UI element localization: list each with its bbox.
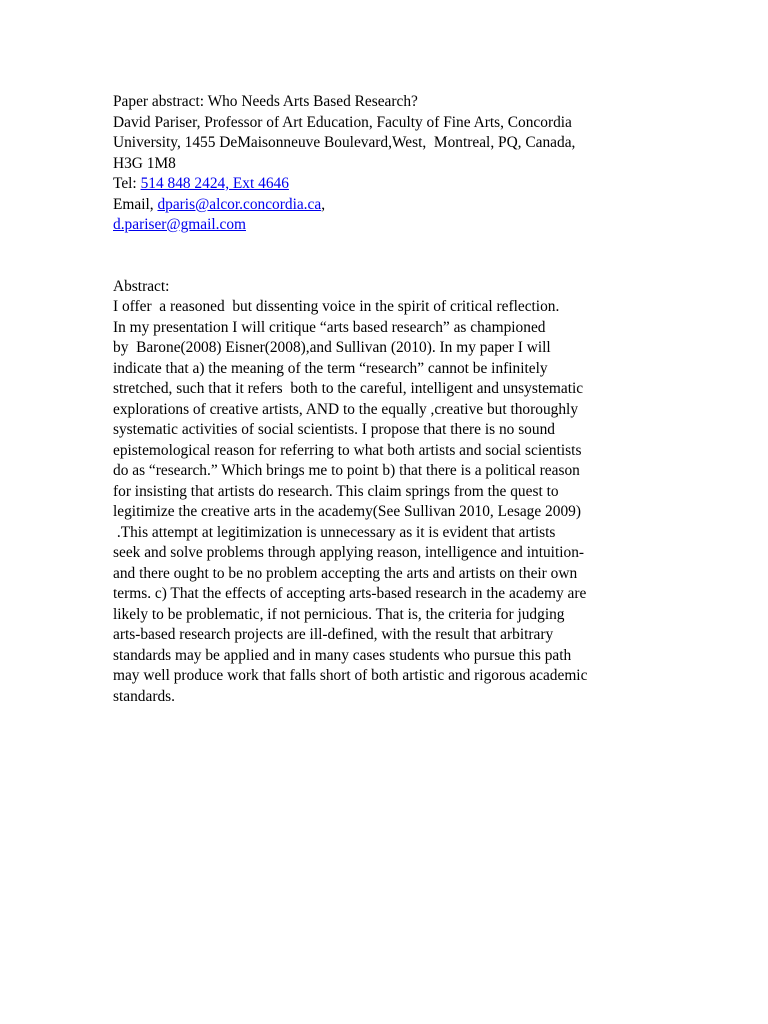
abstract-line: stretched, such that it refers both to the careful, intelligent and unsystematic — [113, 380, 584, 397]
author-line-1: David Pariser, Professor of Art Education, Faculty of Fine Arts, Concordia — [113, 113, 572, 131]
abstract-line: standards may be applied and in many cases students who pursue this path — [113, 646, 572, 664]
abstract-line: explorations of creative artists, AND to the equally ,creative but thoroughly — [113, 400, 579, 418]
author-line-2: University, 1455 DeMaisonneuve Boulevard,West, Montreal, PQ, Canada, — [113, 134, 576, 151]
paper-title: Paper abstract: Who Needs Arts Based Research? — [113, 93, 418, 110]
abstract-line: may well produce work that falls short of both artistic and rigorous academic — [113, 667, 588, 684]
abstract-line: indicate that a) the meaning of the term “research” cannot be infinitely — [113, 359, 548, 377]
email-line-2 — [113, 215, 673, 236]
abstract-line: by Barone(2008) Eisner(2008),and Sullivan (2010). In my paper I will — [113, 339, 551, 356]
tel-label: Tel: — [113, 175, 141, 192]
abstract-line: seek and solve problems through applying reason, intelligence and intuition- — [113, 544, 585, 561]
abstract-line: In my presentation I will critique “arts based research” as championed — [113, 318, 546, 336]
abstract-line: terms. c) That the effects of accepting arts-based research in the academy are — [113, 585, 587, 602]
abstract-line: I offer a reasoned but dissenting voice in the spirit of critical reflection. — [113, 298, 560, 315]
email-link-secondary[interactable]: d.pariser@gmail.com — [113, 216, 246, 233]
abstract-heading: Abstract: — [113, 277, 170, 295]
abstract-line: do as “research.” Which brings me to point b) that there is a political reason — [113, 462, 580, 479]
email-line — [113, 195, 673, 216]
abstract-line: likely to be problematic, if not pernicious. That is, the criteria for judging — [113, 605, 565, 623]
email-label: Email, — [113, 195, 158, 213]
author-line-3: H3G 1M8 — [113, 154, 176, 172]
email-separator: , — [321, 195, 326, 213]
abstract-paragraph — [113, 297, 673, 707]
document-body — [113, 92, 673, 707]
tel-link[interactable]: 514 848 2424, Ext 4646 — [140, 175, 289, 192]
abstract-line: and there ought to be no problem accepting the arts and artists on their own — [113, 564, 578, 582]
abstract-line: for insisting that artists do research. This claim springs from the quest to — [113, 482, 559, 500]
email-link-primary[interactable]: dparis@alcor.concordia.ca — [157, 195, 322, 213]
abstract-line: .This attempt at legitimization is unnecessary as it is evident that artists — [113, 523, 556, 541]
abstract-line: legitimize the creative arts in the academy(See Sullivan 2010, Lesage 2009) — [113, 503, 581, 520]
abstract-line: systematic activities of social scientists. I propose that there is no sound — [113, 421, 555, 438]
abstract-line: arts-based research projects are ill-defined, with the result that arbitrary — [113, 626, 554, 643]
spacer — [113, 236, 673, 277]
abstract-line: epistemological reason for referring to what both artists and social scientists — [113, 441, 582, 459]
abstract-line: standards. — [113, 687, 175, 705]
tel-line — [113, 174, 673, 195]
